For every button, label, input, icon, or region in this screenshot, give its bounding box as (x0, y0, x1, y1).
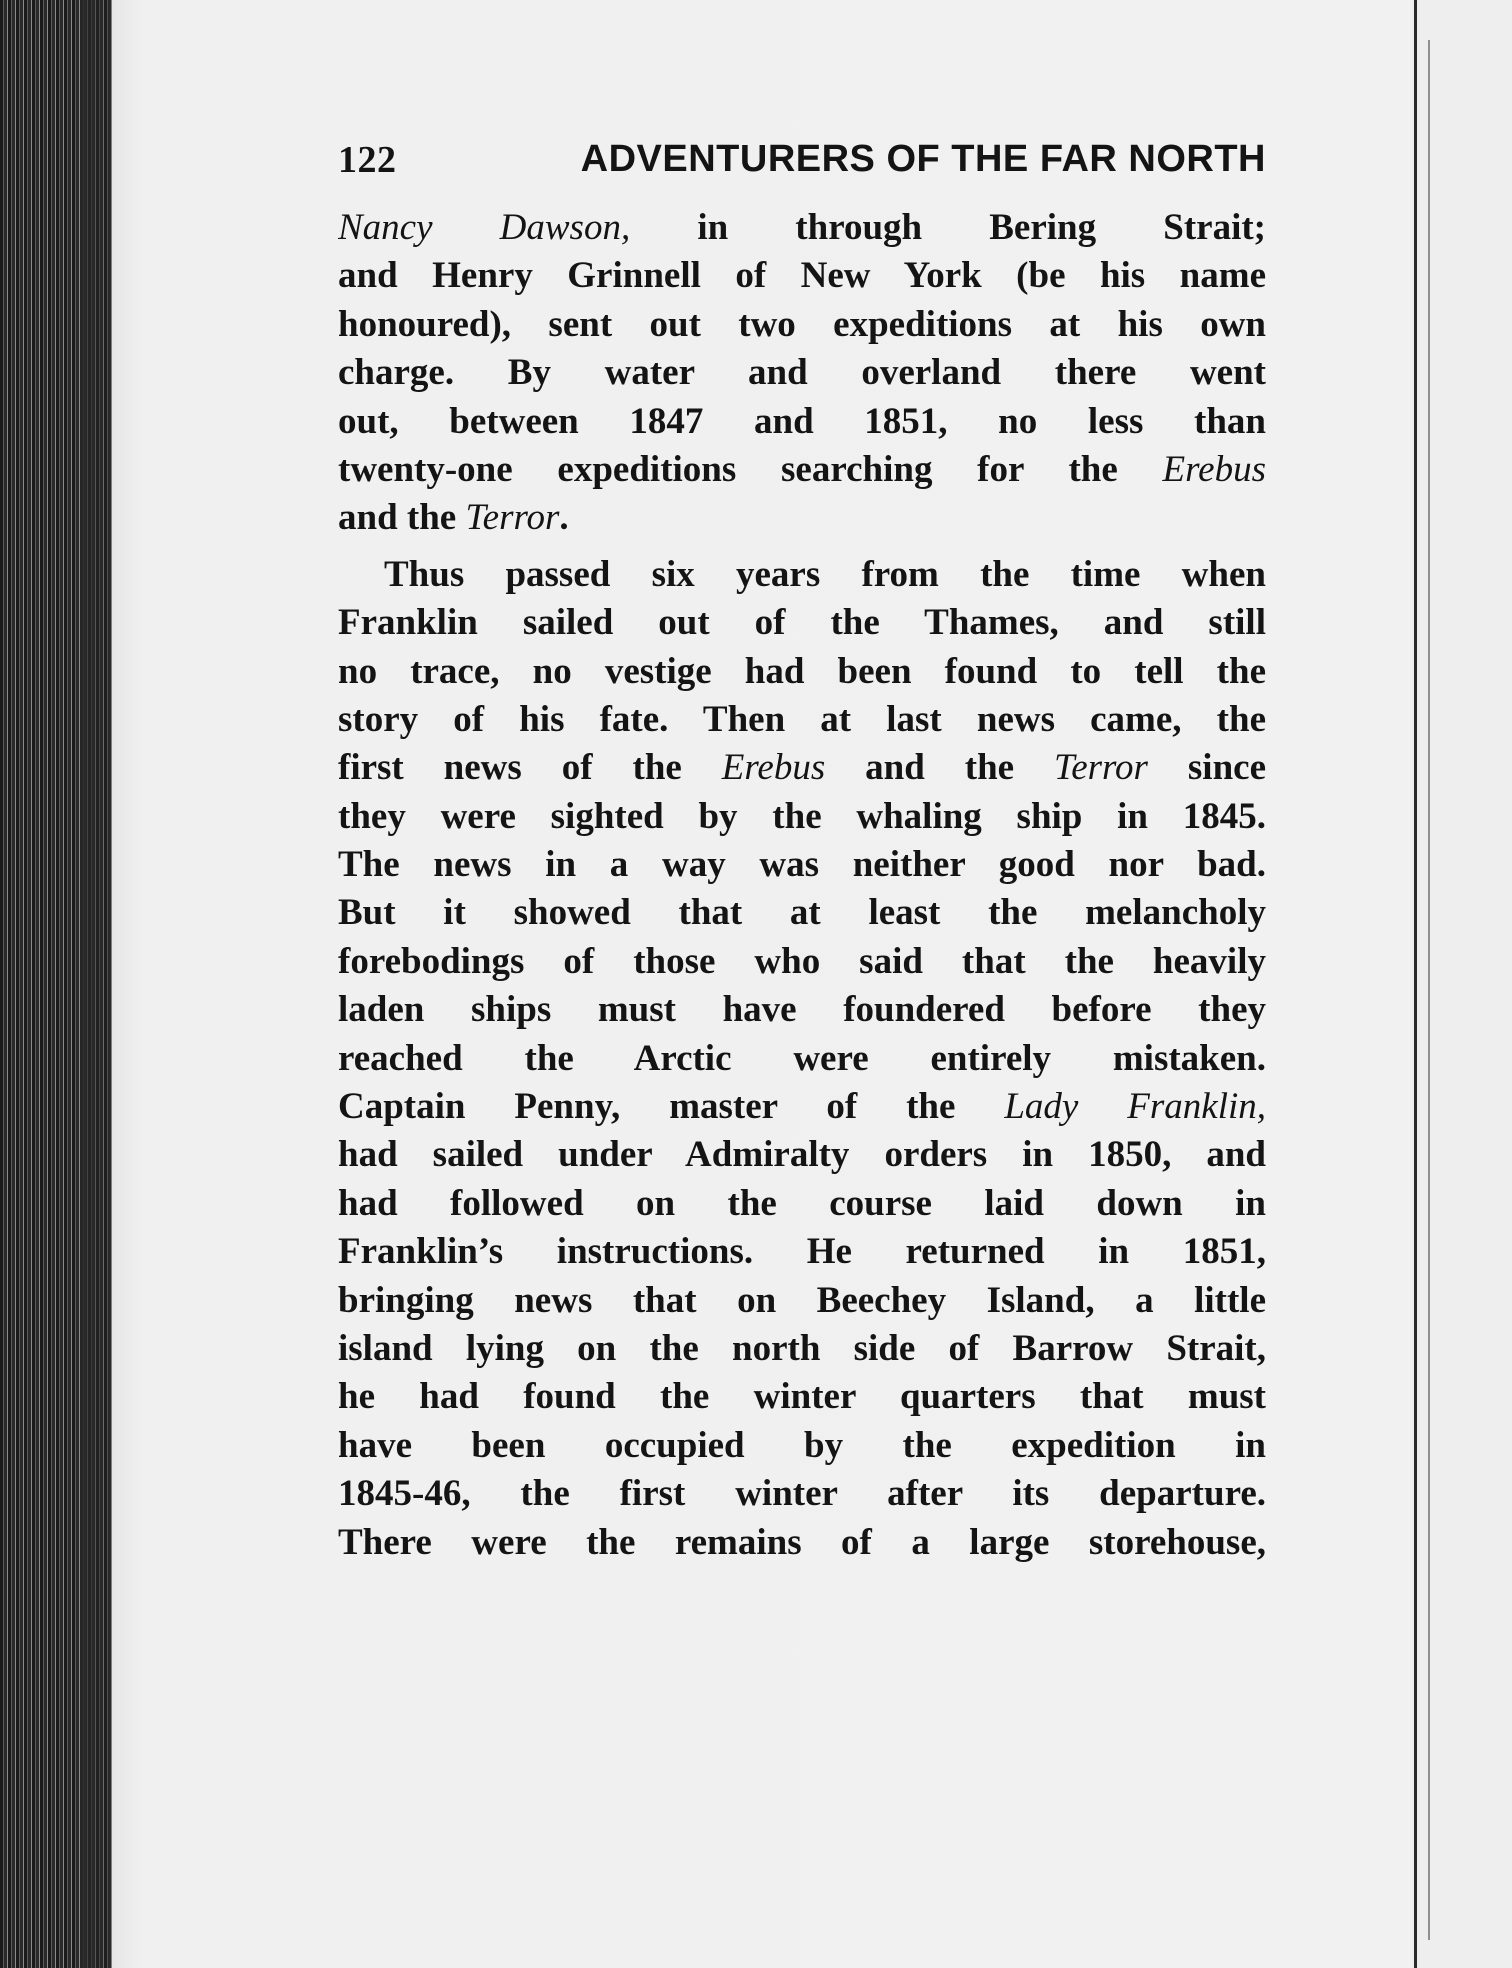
text-line: forebodings of those who said that the heavily (338, 940, 1266, 982)
page-number: 122 (338, 139, 397, 181)
running-head (338, 138, 1266, 182)
ship-name: Nancy Dawson, (338, 207, 631, 248)
text-line (338, 204, 1266, 252)
text-span: and the (338, 497, 466, 539)
text-span: twenty-one expeditions searching for the (338, 448, 1163, 490)
text-line: honoured), sent out two expeditions at his own (338, 303, 1266, 345)
text-line (338, 446, 1266, 494)
ship-name: Lady Franklin, (1004, 1086, 1266, 1128)
text-line: no trace, no vestige had been found to tell the (338, 650, 1266, 692)
text-line: he had found the winter quarters that must (338, 1376, 1266, 1418)
right-margin (1412, 0, 1512, 1968)
text-line (338, 494, 1266, 542)
text-line: The news in a way was neither good nor bad. (338, 844, 1266, 886)
running-title: ADVENTURERS OF THE FAR NORTH (580, 138, 1266, 180)
text-span: . (559, 497, 569, 539)
text-line: have been occupied by the expedition in (338, 1424, 1266, 1466)
text-line: 1845-46, the first winter after its departure. (338, 1473, 1266, 1515)
text-line: Franklin sailed out of the Thames, and still (338, 602, 1266, 644)
binding-shadow (80, 0, 116, 1968)
text-line: Franklin’s instructions. He returned in 1851, (338, 1231, 1266, 1273)
text-line: bringing news that on Beechey Island, a little (338, 1279, 1266, 1321)
text-line: out, between 1847 and 1851, no less than (338, 400, 1266, 442)
right-page-edge-line (1414, 0, 1417, 1968)
text-line: they were sighted by the whaling ship in 1845. (338, 795, 1266, 837)
ship-name: Terror (1054, 747, 1148, 789)
text-line: Thus passed six years from the time when (384, 553, 1266, 595)
text-line: There were the remains of a large storehouse, (338, 1521, 1266, 1563)
text-line: had sailed under Admiralty orders in 1850, and (338, 1134, 1266, 1176)
text-line: But it showed that at least the melancholy (338, 892, 1266, 934)
text-line: laden ships must have foundered before they (338, 989, 1266, 1031)
body-text (338, 204, 1266, 1567)
text-line: and Henry Grinnell of New York (be his name (338, 255, 1266, 297)
right-page-edge-shadow (1428, 40, 1430, 1940)
text-line (338, 744, 1266, 792)
ship-name: Erebus (1162, 448, 1266, 490)
text-span: in through Bering Strait; (630, 207, 1266, 248)
text-span: and the (825, 747, 1055, 789)
text-line (338, 1083, 1266, 1131)
text-line: island lying on the north side of Barrow Strait, (338, 1327, 1266, 1369)
text-line: charge. By water and overland there went (338, 352, 1266, 394)
text-line: story of his fate. Then at last news came, the (338, 698, 1266, 740)
ship-name: Erebus (721, 747, 826, 789)
text-line: had followed on the course laid down in (338, 1182, 1266, 1224)
text-span: Captain Penny, master of the (338, 1086, 1005, 1128)
text-span: since (1147, 747, 1266, 789)
text-span: first news of the (338, 747, 722, 789)
text-line: reached the Arctic were entirely mistaken. (338, 1037, 1266, 1079)
ship-name: Terror (465, 497, 560, 539)
